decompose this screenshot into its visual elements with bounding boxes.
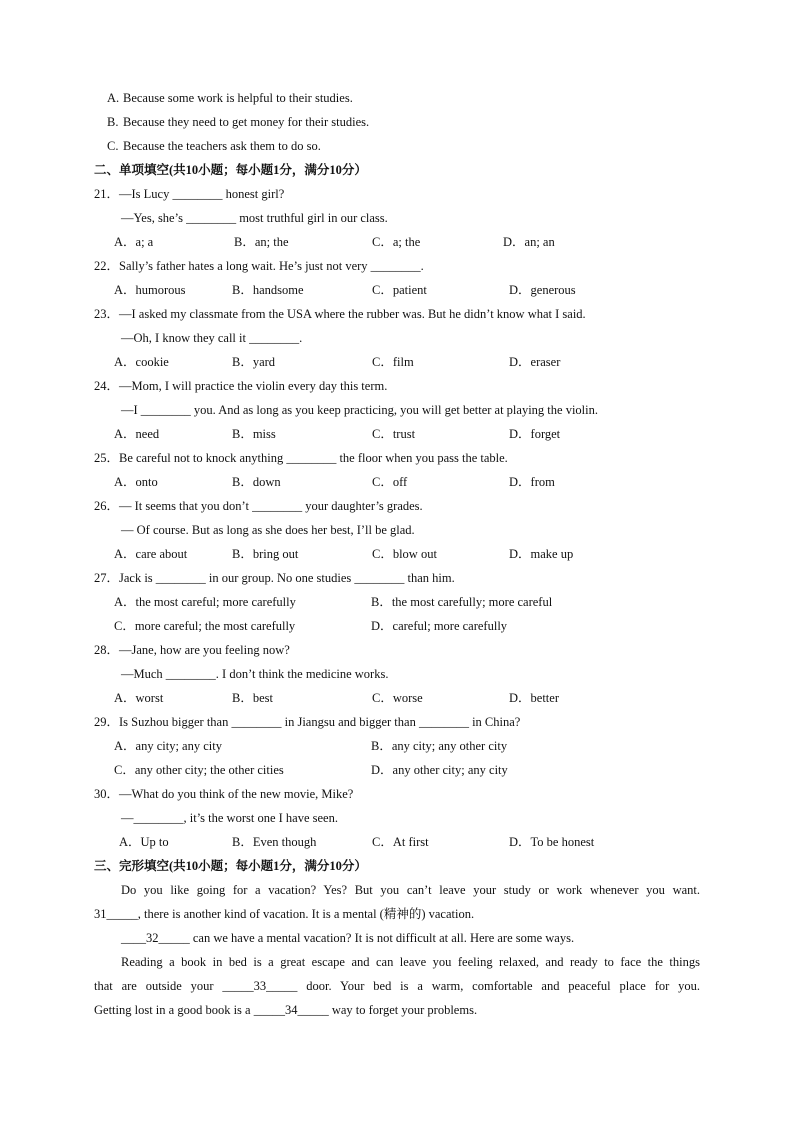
q21-option-a: A．a; a bbox=[114, 235, 154, 249]
q30-option-a: A．Up to bbox=[119, 835, 169, 849]
q27-option-a: A．the most careful; more carefully bbox=[114, 595, 296, 609]
q23-option-d: D．eraser bbox=[509, 355, 561, 369]
q25-option-a: A．onto bbox=[114, 475, 158, 489]
prev-option-c: C. Because the teachers ask them to do so. bbox=[107, 139, 321, 153]
q29-option-d: D．any other city; any city bbox=[371, 763, 508, 777]
passage-line-1: Do you like going for a vacation? Yes? But you can’t leave your study or work whenever you want. bbox=[121, 883, 700, 897]
q21-reply: —Yes, she’s ________ most truthful girl in our class. bbox=[121, 211, 388, 225]
q27-option-d: D．careful; more carefully bbox=[371, 619, 508, 633]
q21-option-d: D．an; an bbox=[503, 235, 555, 249]
q24-option-b: B．miss bbox=[232, 427, 276, 441]
q27-stem: 27．Jack is ________ in our group. No one studies ________ than him. bbox=[94, 571, 455, 585]
q27-option-b: B．the most carefully; more careful bbox=[371, 595, 553, 609]
blank-31: 31_____ bbox=[94, 907, 138, 921]
q26-option-d: D．make up bbox=[509, 547, 574, 561]
passage-line-4: Reading a book in bed is a great escape and can leave you feeling relaxed, and ready to face the things bbox=[121, 955, 700, 969]
q28-option-d: D．better bbox=[509, 691, 559, 705]
q24-option-d: D．forget bbox=[509, 427, 561, 441]
q23-option-a: A．cookie bbox=[114, 355, 169, 369]
q26-stem: 26．— It seems that you don’t ________ your daughter’s grades. bbox=[94, 499, 423, 513]
q30-stem: 30．—What do you think of the new movie, Mike? bbox=[94, 787, 354, 801]
q27-option-c: C．more careful; the most carefully bbox=[114, 619, 296, 633]
q28-option-c: C．worse bbox=[372, 691, 423, 705]
blank-34: _____34_____ bbox=[253, 1003, 329, 1017]
blank-32: ____32_____ bbox=[121, 931, 190, 945]
q24-option-a: A．need bbox=[114, 427, 160, 441]
passage-line-5: that are outside your _____33_____ door. Your bed is a warm, comfortable and peaceful place for you. bbox=[94, 979, 700, 993]
passage-line-3: ____32_____ can we have a mental vacation? It is not difficult at all. Here are some ways. bbox=[121, 931, 575, 945]
q28-reply: —Much ________. I don’t think the medicine works. bbox=[121, 667, 389, 681]
blank-33: _____33_____ bbox=[222, 979, 298, 993]
q28-option-b: B．best bbox=[232, 691, 273, 705]
q21-stem: 21．—Is Lucy ________ honest girl? bbox=[94, 187, 285, 201]
prev-option-a: A. Because some work is helpful to their studies. bbox=[107, 91, 353, 105]
q24-option-c: C．trust bbox=[372, 427, 416, 441]
q26-option-c: C．blow out bbox=[372, 547, 437, 561]
q25-option-c: C．off bbox=[372, 475, 408, 489]
q29-stem: 29．Is Suzhou bigger than ________ in Jiangsu and bigger than ________ in China? bbox=[94, 715, 521, 729]
q24-stem: 24．—Mom, I will practice the violin every day this term. bbox=[94, 379, 388, 393]
section3-title: 三、完形填空(共10小题；每小题1分，满分10分） bbox=[94, 859, 367, 873]
section2-title: 二、单项填空(共10小题；每小题1分，满分10分） bbox=[94, 163, 367, 177]
q30-reply: —________, it’s the worst one I have seen. bbox=[121, 811, 338, 825]
passage-line-6: Getting lost in a good book is a _____34_____ way to forget your problems. bbox=[94, 1003, 478, 1017]
q21-option-c: C．a; the bbox=[372, 235, 421, 249]
q30-option-b: B．Even though bbox=[232, 835, 317, 849]
q26-option-a: A．care about bbox=[114, 547, 188, 561]
q25-option-d: D．from bbox=[509, 475, 555, 489]
q24-reply: —I ________ you. And as long as you keep practicing, you will get better at playing the violin. bbox=[121, 403, 598, 417]
q25-option-b: B．down bbox=[232, 475, 281, 489]
q22-option-a: A．humorous bbox=[114, 283, 186, 297]
q23-option-c: C．film bbox=[372, 355, 414, 369]
q30-option-d: D．To be honest bbox=[509, 835, 595, 849]
q22-option-c: C．patient bbox=[372, 283, 427, 297]
q29-option-b: B．any city; any other city bbox=[371, 739, 508, 753]
q29-option-a: A．any city; any city bbox=[114, 739, 222, 753]
q23-reply: —Oh, I know they call it ________. bbox=[121, 331, 303, 345]
prev-option-b: B. Because they need to get money for their studies. bbox=[107, 115, 370, 129]
q22-stem: 22．Sally’s father hates a long wait. He’s just not very ________. bbox=[94, 259, 424, 273]
q28-stem: 28．—Jane, how are you feeling now? bbox=[94, 643, 290, 657]
passage-line-2: 31_____, there is another kind of vacation. It is a mental (精神的) vacation. bbox=[94, 907, 475, 921]
q22-option-b: B．handsome bbox=[232, 283, 304, 297]
q28-option-a: A．worst bbox=[114, 691, 164, 705]
q26-reply: — Of course. But as long as she does her best, I’ll be glad. bbox=[121, 523, 415, 537]
q25-stem: 25．Be careful not to knock anything ________ the floor when you pass the table. bbox=[94, 451, 508, 465]
q30-option-c: C．At first bbox=[372, 835, 429, 849]
q23-stem: 23．—I asked my classmate from the USA where the rubber was. But he didn’t know what I said. bbox=[94, 307, 586, 321]
q21-option-b: B．an; the bbox=[234, 235, 289, 249]
q23-option-b: B．yard bbox=[232, 355, 276, 369]
q29-option-c: C．any other city; the other cities bbox=[114, 763, 284, 777]
q26-option-b: B．bring out bbox=[232, 547, 299, 561]
q22-option-d: D．generous bbox=[509, 283, 576, 297]
